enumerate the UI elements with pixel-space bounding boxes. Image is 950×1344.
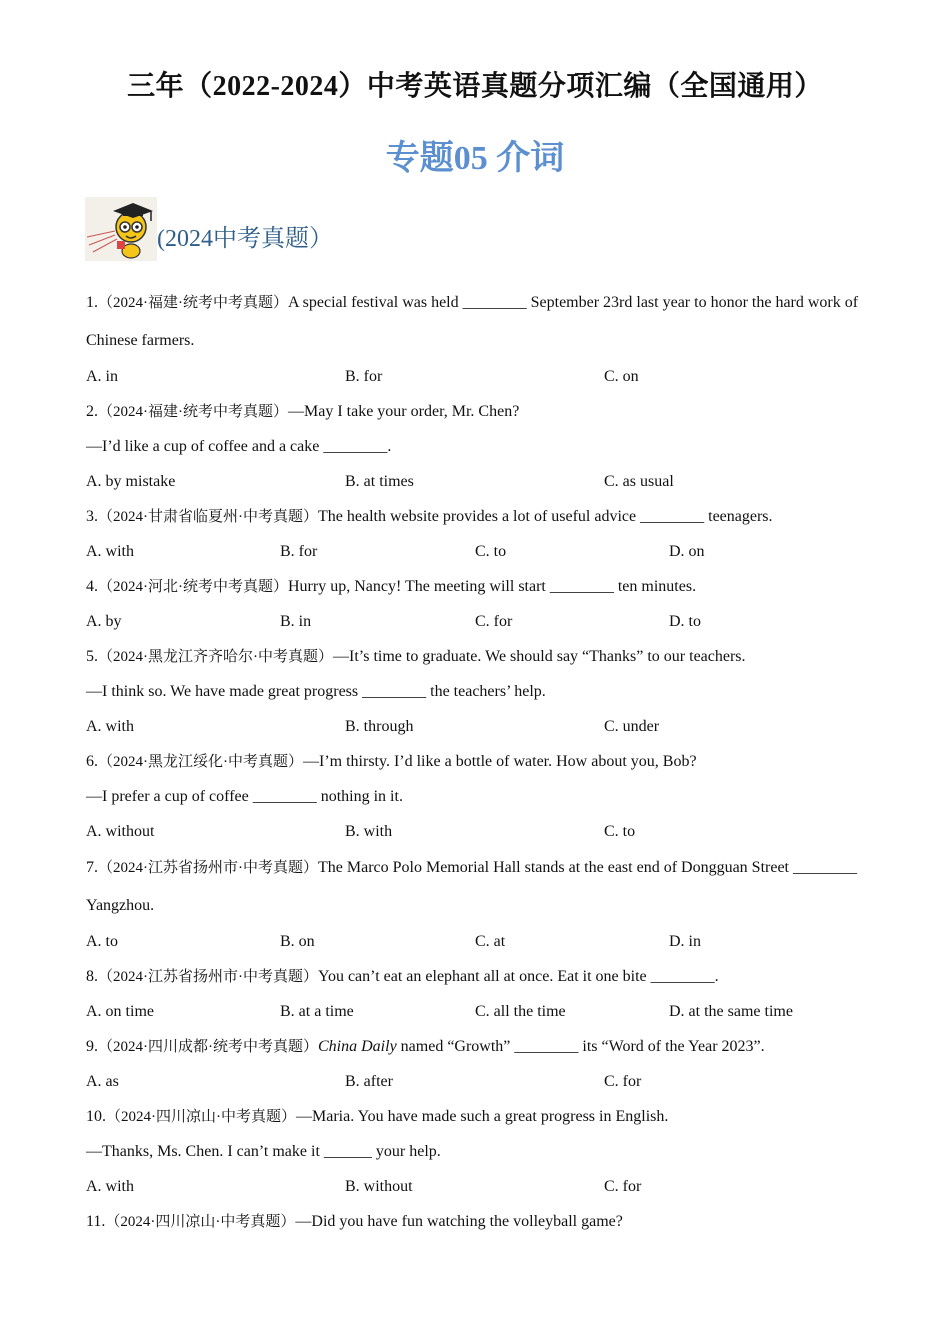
option-c: C. all the time	[475, 1003, 566, 1020]
option-b: B. for	[280, 543, 318, 560]
option-c: C. to	[604, 823, 636, 840]
question-7: 7.（2024·江苏省扬州市·中考真题）The Marco Polo Memorial Hall stands at the east end of Dongguan Street ________ Yangzhou.	[86, 859, 857, 914]
option-a: A. with	[86, 543, 134, 560]
question-10: 10.（2024·四川凉山·中考真题）—Maria. You have made such a great progress in English.	[86, 1108, 669, 1125]
option-a: A. in	[86, 368, 118, 385]
graduate-mascot-icon	[85, 197, 157, 261]
option-c: C. to	[475, 543, 507, 560]
options-1	[86, 359, 866, 394]
option-a: A. as	[86, 1073, 119, 1090]
option-a: A. by mistake	[86, 473, 176, 490]
question-5: 5.（2024·黑龙江齐齐哈尔·中考真题）—It’s time to graduate. We should say “Thanks” to our teachers.	[86, 648, 746, 665]
question-8: 8.（2024·江苏省扬州市·中考真题）You can’t eat an elephant all at once. Eat it one bite ________.	[86, 968, 719, 985]
option-b: B. on	[280, 933, 315, 950]
section-header	[85, 196, 333, 262]
option-c: C. as usual	[604, 473, 674, 490]
options-10	[86, 1169, 866, 1204]
option-b: B. for	[345, 368, 383, 385]
option-c: C. at	[475, 933, 506, 950]
question-10-reply: —Thanks, Ms. Chen. I can’t make it ______ your help.	[86, 1143, 441, 1160]
option-b: B. in	[280, 613, 312, 630]
options-8	[86, 994, 866, 1029]
option-b: B. with	[345, 823, 393, 840]
options-9	[86, 1064, 866, 1099]
question-9: 9.（2024·四川成都·统考中考真题）China Daily named “Growth” ________ its “Word of the Year 2023”.	[86, 1038, 765, 1055]
question-4: 4.（2024·河北·统考中考真题）Hurry up, Nancy! The meeting will start ________ ten minutes.	[86, 578, 697, 595]
question-6: 6.（2024·黑龙江绥化·中考真题）—I’m thirsty. I’d like a bottle of water. How about you, Bob?	[86, 753, 697, 770]
question-list	[86, 284, 866, 1239]
option-b: B. after	[345, 1073, 393, 1090]
option-a: A. without	[86, 823, 155, 840]
option-c: C. for	[475, 613, 513, 630]
section-label: (2024中考真题）	[157, 225, 333, 252]
option-d: D. to	[669, 613, 701, 630]
option-b: B. at times	[345, 473, 414, 490]
option-b: B. without	[345, 1178, 413, 1195]
option-a: A. by	[86, 613, 122, 630]
document-title: 三年（2022-2024）中考英语真题分项汇编（全国通用）	[127, 71, 823, 102]
options-5	[86, 709, 866, 744]
question-2: 2.（2024·福建·统考中考真题）—May I take your order, Mr. Chen?	[86, 403, 520, 420]
option-d: D. at the same time	[669, 1003, 793, 1020]
options-4	[86, 604, 866, 639]
question-1: 1.（2024·福建·统考中考真题）A special festival was held ________ September 23rd last year to honor the hard work of Chinese farmers.	[86, 294, 859, 349]
question-5-reply: —I think so. We have made great progress ________ the teachers’ help.	[86, 683, 546, 700]
question-3: 3.（2024·甘肃省临夏州·中考真题）The health website provides a lot of useful advice ________ teenagers.	[86, 508, 773, 525]
topic-subtitle: 专题05 介词	[385, 140, 565, 177]
option-c: C. under	[604, 718, 660, 735]
option-a: A. with	[86, 1178, 134, 1195]
options-7	[86, 924, 866, 959]
options-6	[86, 814, 866, 849]
option-c: C. for	[604, 1073, 642, 1090]
option-d: D. on	[669, 543, 705, 560]
option-d: D. in	[669, 933, 701, 950]
question-6-reply: —I prefer a cup of coffee ________ nothing in it.	[86, 788, 403, 805]
question-11: 11.（2024·四川凉山·中考真题）—Did you have fun watching the volleyball game?	[86, 1213, 623, 1230]
options-2	[86, 464, 866, 499]
option-a: A. with	[86, 718, 134, 735]
option-b: B. through	[345, 718, 414, 735]
option-c: C. on	[604, 368, 639, 385]
option-c: C. for	[604, 1178, 642, 1195]
option-b: B. at a time	[280, 1003, 354, 1020]
option-a: A. on time	[86, 1003, 154, 1020]
options-3	[86, 534, 866, 569]
question-2-reply: —I’d like a cup of coffee and a cake ________.	[86, 438, 392, 455]
option-a: A. to	[86, 933, 118, 950]
